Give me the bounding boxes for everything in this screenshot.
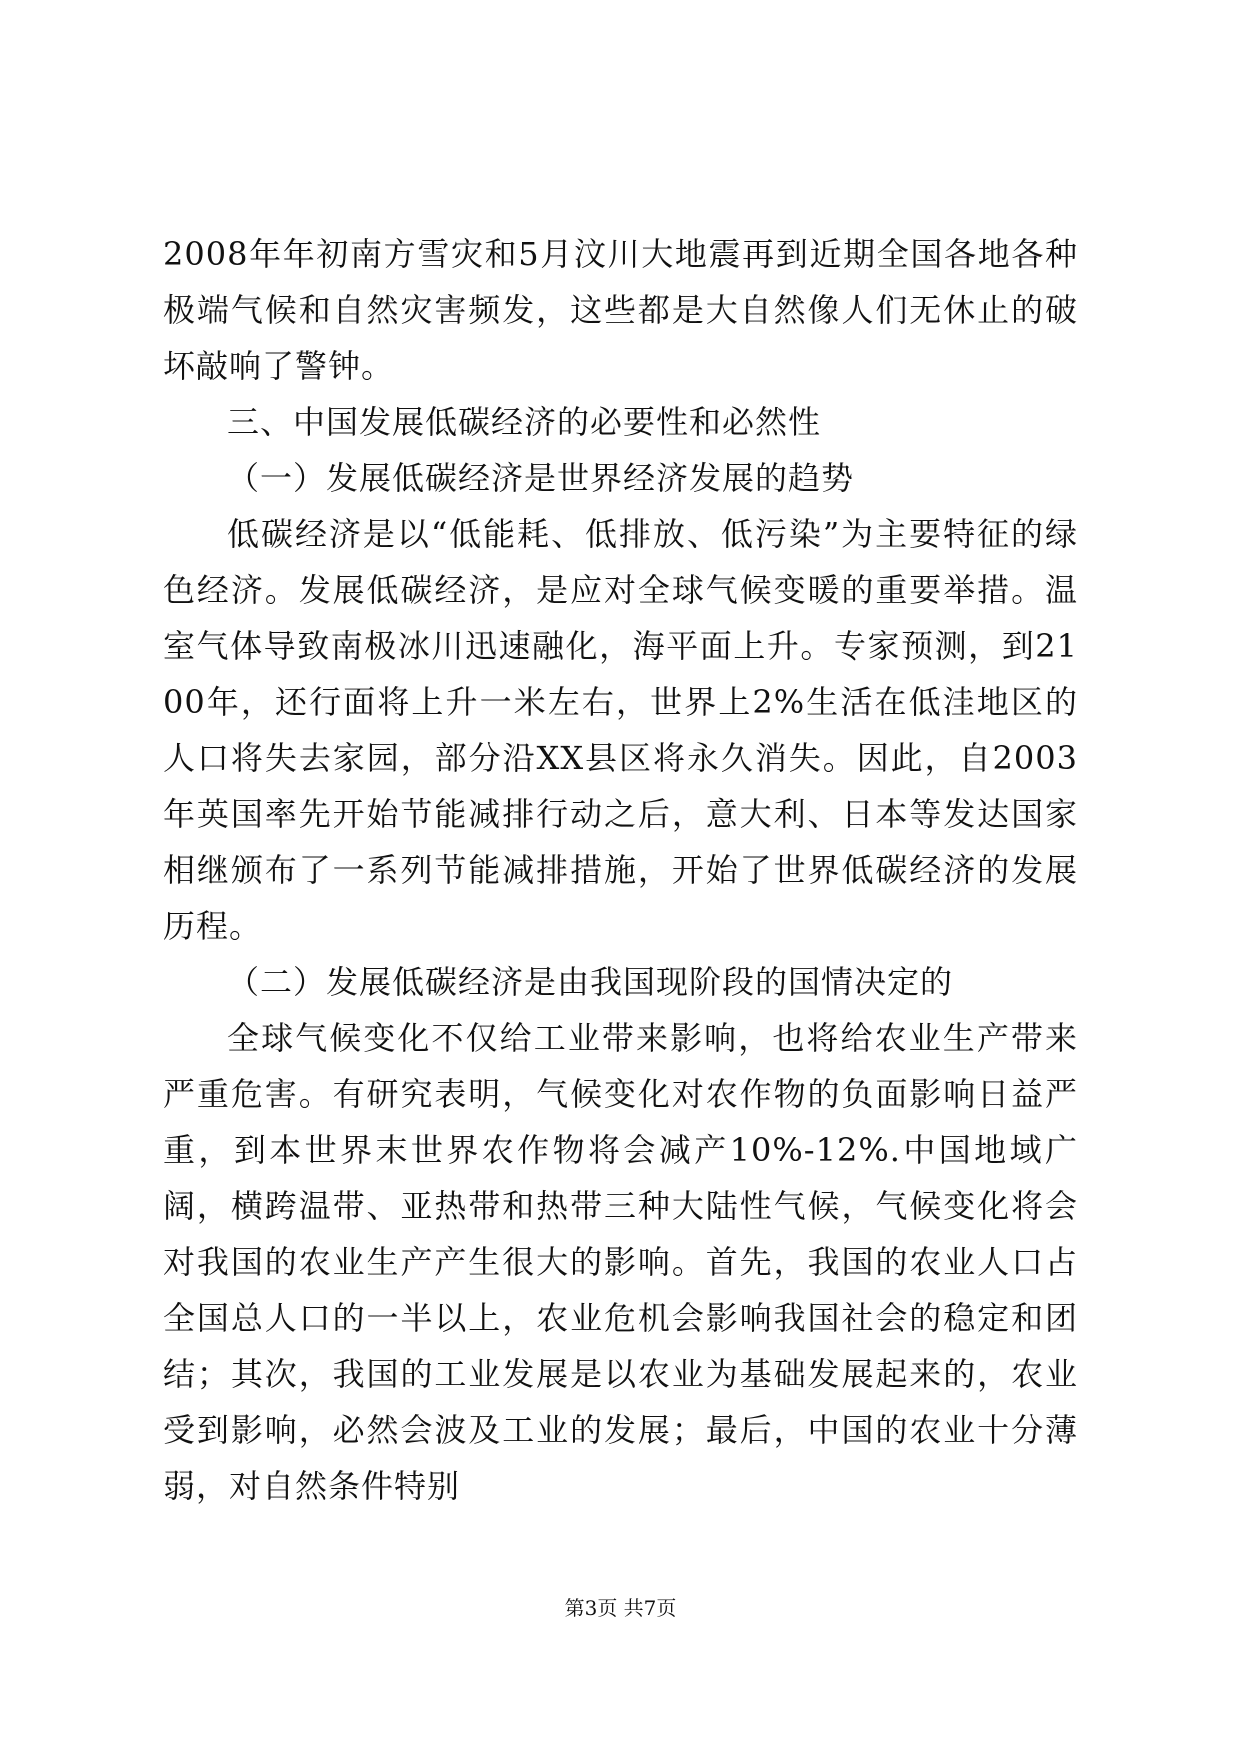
subsection-heading-2: （二）发展低碳经济是由我国现阶段的国情决定的 <box>227 963 954 1001</box>
subsection-heading-1: （一）发展低碳经济是世界经济发展的趋势 <box>227 459 855 497</box>
paragraph-low-carbon-trend: 低碳经济是以“低能耗、低排放、低污染”为主要特征的绿色经济。发展低碳经济，是应对全球气候变暖的重要举措。温室气体导致南极冰川迅速融化，海平面上升。专家预测，到2100年，还行面将上升一米左右，世界上2%生活在低洼地区的人口将失去家园，部分沿XX县区将永久消失。因此，自2003年英国率先开始节能减排行动之后，意大利、日本等发达国家相继颁布了一系列节能减排措施，开始了世界低碳经济的发展历程。 <box>163 515 1078 945</box>
paragraph-continuation: 2008年年初南方雪灾和5月汶川大地震再到近期全国各地各种极端气候和自然灾害频发，这些都是大自然像人们无休止的破坏敲响了警钟。 <box>163 235 1078 385</box>
document-body <box>163 226 1078 1514</box>
paragraph-national-conditions: 全球气候变化不仅给工业带来影响，也将给农业生产带来严重危害。有研究表明，气候变化对农作物的负面影响日益严重，到本世界末世界农作物将会减产10%-12%.中国地域广阔，横跨温带、亚热带和热带三种大陆性气候，气候变化将会对我国的农业生产产生很大的影响。首先，我国的农业人口占全国总人口的一半以上，农业危机会影响我国社会的稳定和团结；其次，我国的工业发展是以农业为基础发展起来的，农业受到影响，必然会波及工业的发展；最后，中国的农业十分薄弱，对自然条件特别 <box>163 1019 1078 1505</box>
page-number-footer: 第3页 共7页 <box>564 1596 677 1620</box>
section-heading: 三、中国发展低碳经济的必要性和必然性 <box>227 403 822 441</box>
